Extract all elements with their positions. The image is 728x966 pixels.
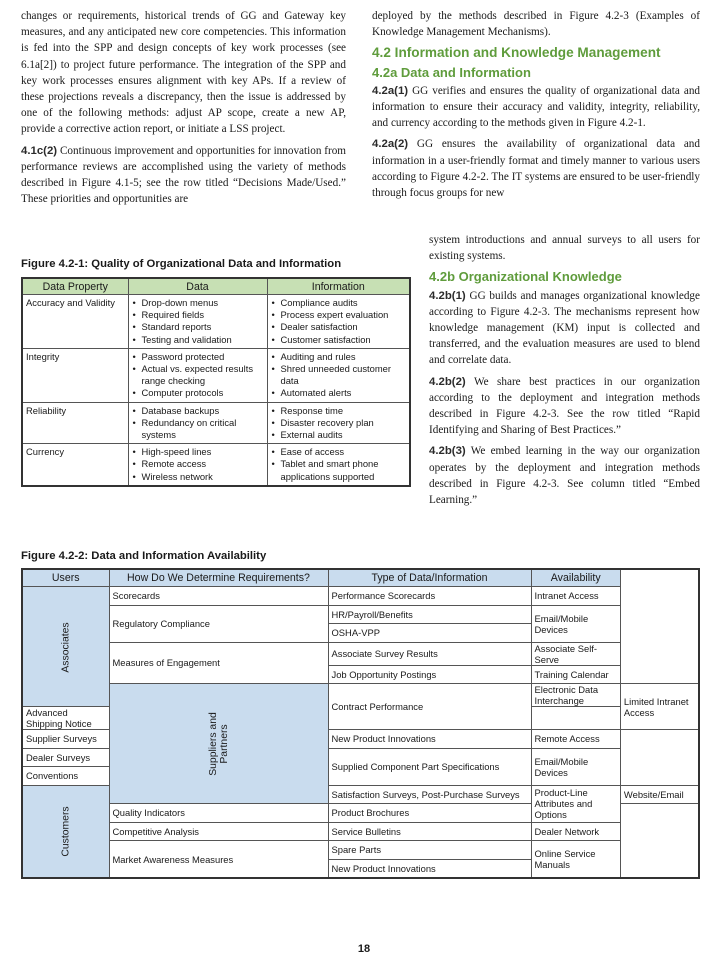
column-header: How Do We Determine Requirements? — [109, 569, 328, 587]
figure-4-2-1-title: Figure 4.2-1: Quality of Organizational Data and Information — [21, 258, 342, 270]
list-item: • Process expert evaluation — [271, 309, 407, 321]
table-cell: Product Brochures — [328, 804, 531, 823]
figure-4-2-2-table — [21, 568, 700, 879]
right-column — [372, 8, 700, 201]
label-4-2b1: 4.2b(1) — [429, 289, 466, 302]
list-item: • Response time — [271, 405, 407, 417]
page-number: 18 — [357, 943, 371, 955]
column-header: Availability — [531, 569, 620, 587]
table-cell: Market Awareness Measures — [109, 841, 328, 879]
information-cell — [267, 402, 410, 444]
table-cell: Limited Intranet Access — [620, 684, 699, 730]
left-paragraph-1: changes or requirements, historical trends of GG and Gateway key measures, and any anticipated new core competencies. This information is fed into the SPP and design concepts of key work processes (see 6.1a[2]) to project future performance. The integration of the SPP and key work processes ensures alignment with key APs. If a review of these projections reveals a discrepancy, then the issue is addressed by one of the following methods: adjust AP scope, create a new AP, provide a corrective action report, or initiate a LSS project. — [21, 10, 346, 136]
table-cell: Supplied Component Part Specifications — [328, 748, 531, 785]
data-cell — [128, 444, 267, 486]
table-cell: Product-Line Attributes and Options — [531, 785, 620, 822]
paragraph-4-2b1: 4.2b(1) GG builds and manages organizational knowledge according to Figure 4.2-3. The mechanisms represent how knowledge management (KM) input is collected and transferred, and the evaluation measures are used to blend and correlate data. — [429, 289, 700, 367]
label-4-2a1: 4.2a(1) — [372, 84, 409, 97]
list-item: • Shred unneeded customer data — [271, 363, 407, 387]
table-cell: Conventions — [22, 767, 109, 786]
table-row — [22, 684, 699, 707]
list-item: • Standard reports — [132, 321, 264, 333]
label-4-1c2: 4.1c(2) — [21, 144, 58, 157]
table-cell: Associate Self-Serve — [531, 642, 620, 665]
data-property: Accuracy and Validity — [22, 295, 128, 349]
table-cell: Electronic Data Interchange — [531, 684, 620, 707]
list-item: • Testing and validation — [132, 334, 264, 346]
data-cell — [128, 295, 267, 349]
table-row — [22, 822, 699, 841]
table-cell: Spare Parts — [328, 841, 531, 860]
table-row — [22, 841, 699, 860]
table-header-row — [22, 569, 699, 587]
table-cell: Dealer Network — [531, 822, 620, 841]
subheading-4-2b: 4.2b Organizational Knowledge — [429, 269, 622, 285]
information-cell — [267, 348, 410, 402]
list-item: • Password protected — [132, 351, 264, 363]
table-cell: New Product Innovations — [328, 859, 531, 878]
table-row — [22, 348, 410, 402]
user-group-customers: Customers — [22, 785, 109, 878]
table-cell: Quality Indicators — [109, 804, 328, 823]
list-item: • High-speed lines — [132, 446, 264, 458]
user-group-suppliers-partners: Suppliers and Partners — [109, 684, 328, 804]
list-item: • Required fields — [132, 309, 264, 321]
table-row — [22, 605, 699, 624]
table-cell: Performance Scorecards — [328, 587, 531, 606]
table-cell: Scorecards — [109, 587, 328, 606]
table-cell: Email/Mobile Devices — [531, 748, 620, 785]
data-property: Currency — [22, 444, 128, 486]
table-row — [22, 295, 410, 349]
label-4-2a2: 4.2a(2) — [372, 138, 409, 151]
right-column-lower — [429, 232, 700, 513]
paragraph-4-2a2: 4.2a(2) GG ensures the availability of organizational data and information in a user-friendly format and timely manner to various users according to Figure 4.2-2. The IT systems are ensured to be user-friendly through focus groups for new — [372, 138, 700, 200]
list-item: • External audits — [271, 429, 407, 441]
paragraph-4-2b2: 4.2b(2) We share best practices in our organization according to the deployment and integration methods described in Figure 4.2-3. See the row titled “Rapid Identifying and Sharing of Best Practices.” — [429, 375, 700, 437]
list-item: • Automated alerts — [271, 387, 407, 399]
information-cell — [267, 295, 410, 349]
data-property: Integrity — [22, 348, 128, 402]
table-cell: Regulatory Compliance — [109, 605, 328, 642]
list-item: • Dealer satisfaction — [271, 321, 407, 333]
table-cell: Training Calendar — [531, 665, 620, 684]
table-cell: Job Opportunity Postings — [328, 665, 531, 684]
left-column — [21, 8, 346, 212]
data-cell — [128, 402, 267, 444]
table-cell: Advanced Shipping Notice — [22, 707, 109, 730]
list-item: • Computer protocols — [132, 387, 264, 399]
column-header: Data Property — [22, 278, 128, 295]
subheading-4-2a: 4.2a Data and Information — [372, 64, 531, 80]
table-row — [22, 642, 699, 665]
left-paragraph-2 — [21, 143, 346, 208]
figure-4-2-1-table — [21, 277, 411, 487]
data-cell — [128, 348, 267, 402]
table-cell: Measures of Engagement — [109, 642, 328, 684]
label-4-2b2: 4.2b(2) — [429, 375, 466, 388]
list-item: • Drop-down menus — [132, 297, 264, 309]
table-cell: Service Bulletins — [328, 822, 531, 841]
table-cell: Supplier Surveys — [22, 730, 109, 749]
list-item: • Actual vs. expected results range checking — [132, 363, 264, 387]
data-property: Reliability — [22, 402, 128, 444]
table-cell: Dealer Surveys — [22, 748, 109, 767]
list-item: • Compliance audits — [271, 297, 407, 309]
information-cell — [267, 444, 410, 486]
column-header: Data — [128, 278, 267, 295]
table-cell: HR/Payroll/Benefits — [328, 605, 531, 624]
right-paragraph-1: deployed by the methods described in Figure 4.2-3 (Examples of Knowledge Management Mechanisms). — [372, 10, 700, 39]
column-header: Information — [267, 278, 410, 295]
column-header: Type of Data/Information — [328, 569, 531, 587]
table-cell: Satisfaction Surveys, Post-Purchase Surveys — [328, 785, 531, 804]
table-row — [22, 402, 410, 444]
table-cell: Competitive Analysis — [109, 822, 328, 841]
list-item: • Disaster recovery plan — [271, 417, 407, 429]
column-header: Users — [22, 569, 109, 587]
table-cell: Email/Mobile Devices — [531, 605, 620, 642]
table-cell: Remote Access — [531, 730, 620, 749]
table-cell: Associate Survey Results — [328, 642, 531, 665]
user-group-associates: Associates — [22, 587, 109, 707]
paragraph-4-2a1: 4.2a(1) GG verifies and ensures the quality of organizational data and information to ensure their accuracy and validity, integrity, reliability, and currency according to the methods given in Figure 4.2-1. — [372, 84, 701, 130]
paragraph-4-2b3: 4.2b(3) We embed learning in the way our organization operates by the deployment and integration methods described in Figure 4.2-3. See column titled “Embed Learning.” — [429, 445, 700, 507]
table-row — [22, 444, 410, 486]
label-4-2b3: 4.2b(3) — [429, 445, 466, 458]
figure-4-2-2-title: Figure 4.2-2: Data and Information Availability — [21, 550, 267, 562]
list-item: • Auditing and rules — [271, 351, 407, 363]
list-item: • Wireless network — [132, 471, 264, 483]
table-cell: New Product Innovations — [328, 730, 531, 749]
list-item: • Database backups — [132, 405, 264, 417]
table-cell: OSHA-VPP — [328, 624, 531, 643]
table-row — [22, 587, 699, 606]
table-cell: Online Service Manuals — [531, 841, 620, 879]
table-cell: Intranet Access — [531, 587, 620, 606]
list-item: • Customer satisfaction — [271, 334, 407, 346]
section-heading-4-2: 4.2 Information and Knowledge Management — [372, 45, 661, 61]
list-item: • Tablet and smart phone applications supported — [271, 458, 407, 482]
list-item: • Redundancy on critical systems — [132, 417, 264, 441]
table-cell: Website/Email — [620, 785, 699, 804]
list-item: • Ease of access — [271, 446, 407, 458]
table-cell: Contract Performance — [328, 684, 531, 730]
list-item: • Remote access — [132, 458, 264, 470]
table-header-row — [22, 278, 410, 295]
left-paragraph-2-text: Continuous improvement and opportunities for innovation from performance reviews are accomplished using the variety of methods described in Figure 4.1-5; see the row titled “Decisions Made/Used.” These priorities and opportunities are — [21, 144, 347, 206]
paragraph-4-2a2-continued: system introductions and annual surveys to all users for existing systems. — [429, 234, 700, 263]
